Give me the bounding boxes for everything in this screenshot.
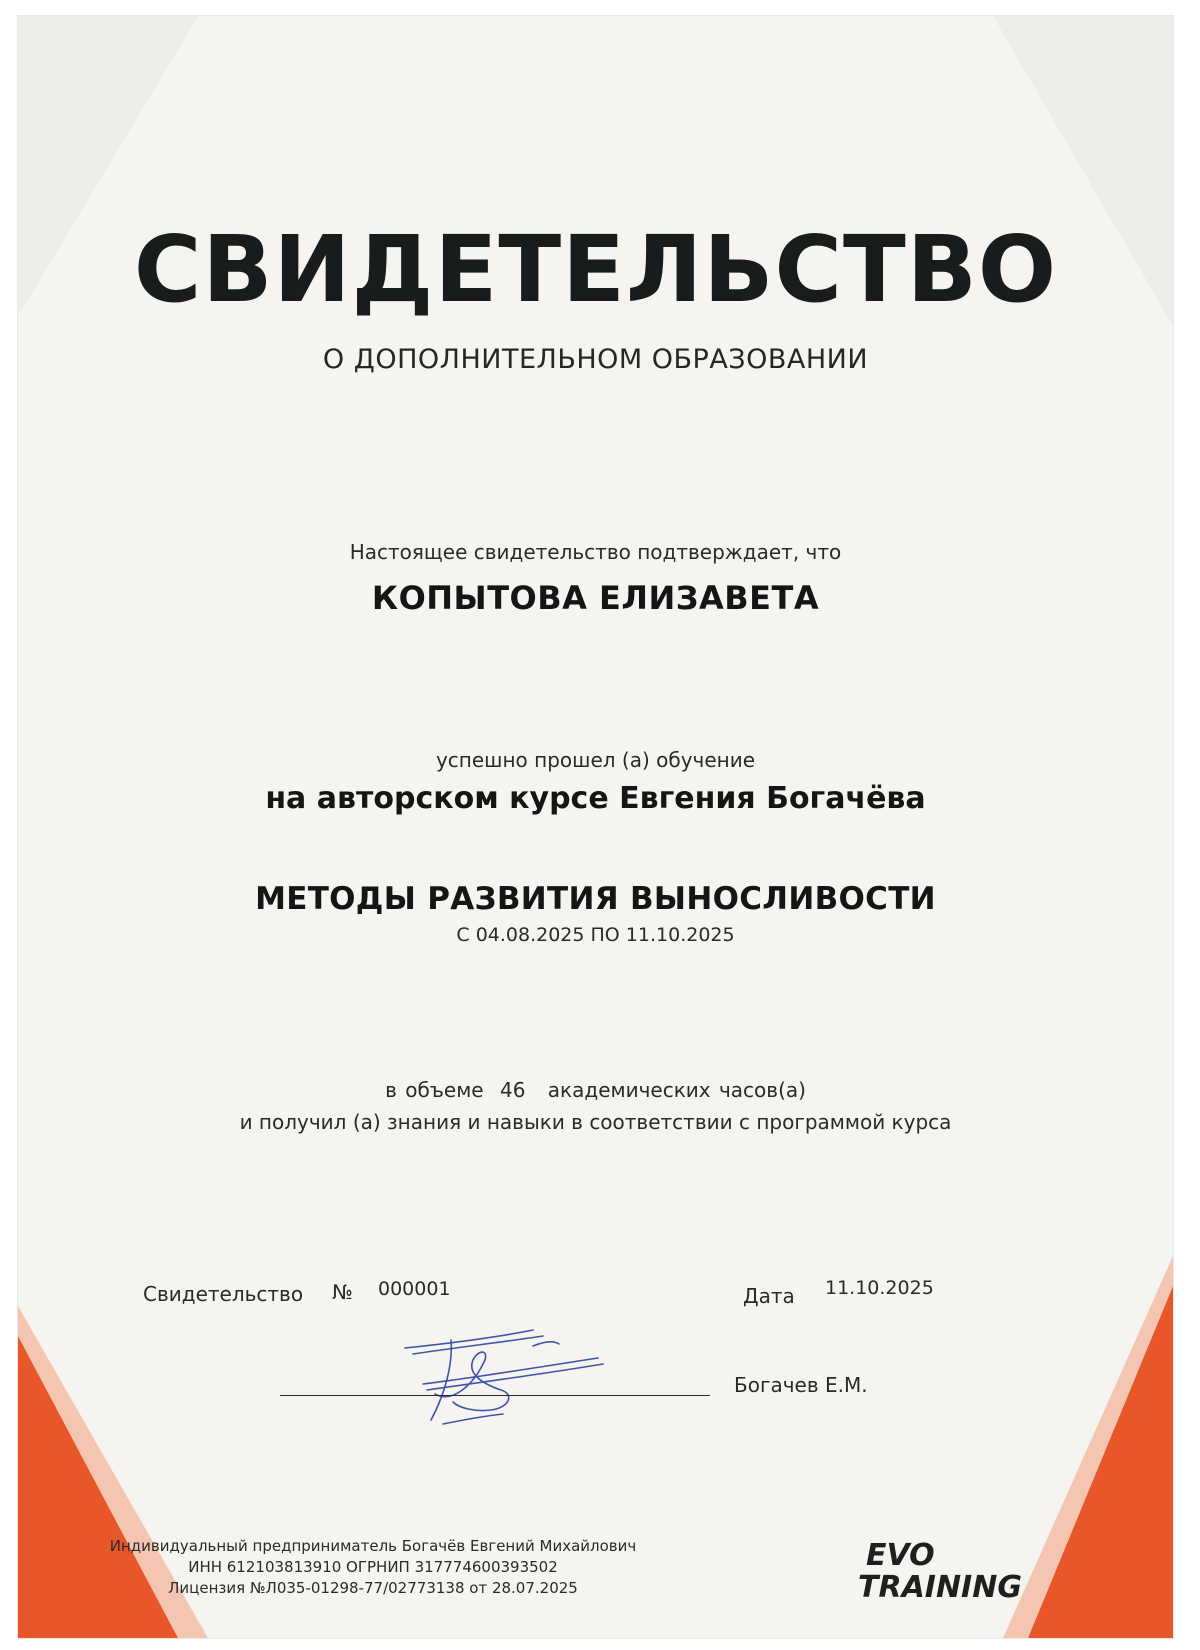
course-name: МЕТОДЫ РАЗВИТИЯ ВЫНОСЛИВОСТИ bbox=[255, 881, 936, 917]
course-author-line: на авторском курсе Евгения Богачёва bbox=[265, 781, 926, 816]
signer-name: Богачев Е.М. bbox=[734, 1373, 868, 1397]
certificate-subtitle: О ДОПОЛНИТЕЛЬНОМ ОБРАЗОВАНИИ bbox=[322, 344, 869, 375]
logo-line-2: TRAINING bbox=[858, 1570, 1022, 1605]
footer-line-3: Лицензия №Л035-01298-77/02773138 от 28.07.2025 bbox=[168, 1579, 578, 1597]
number-sign: № bbox=[332, 1280, 353, 1304]
certificate-number: 000001 bbox=[378, 1278, 451, 1300]
footer-line-1: Индивидуальный предприниматель Богачёв Евгений Михайлович bbox=[109, 1537, 637, 1555]
signature-icon bbox=[383, 1324, 613, 1434]
certificate-number-label: Свидетельство bbox=[143, 1282, 304, 1306]
logo-line-1: EVO bbox=[866, 1538, 935, 1573]
certificate-sheet bbox=[18, 16, 1173, 1638]
certificate-title: СВИДЕТЕЛЬСТВО bbox=[133, 216, 1058, 323]
volume-line bbox=[18, 1078, 1173, 1102]
volume-suffix: академических часов(а) bbox=[547, 1078, 806, 1102]
hours-value: 46 bbox=[499, 1078, 526, 1102]
recipient-name: КОПЫТОВА ЕЛИЗАВЕТА bbox=[371, 579, 820, 617]
issue-date: 11.10.2025 bbox=[825, 1277, 934, 1299]
footer-line-2: ИНН 612103813910 ОГРНИП 317774600393502 bbox=[188, 1558, 558, 1576]
signature-line bbox=[280, 1395, 710, 1396]
footer-legal bbox=[73, 1536, 673, 1599]
knowledge-line: и получил (а) знания и навыки в соответствии с программой курса bbox=[239, 1110, 952, 1134]
intro-text: Настоящее свидетельство подтверждает, что bbox=[349, 540, 842, 564]
completed-text: успешно прошел (а) обучение bbox=[435, 748, 756, 772]
date-label: Дата bbox=[743, 1284, 795, 1308]
course-period: С 04.08.2025 ПО 11.10.2025 bbox=[456, 924, 735, 946]
evo-training-logo bbox=[858, 1535, 1048, 1605]
volume-prefix: в объеме bbox=[385, 1078, 484, 1102]
